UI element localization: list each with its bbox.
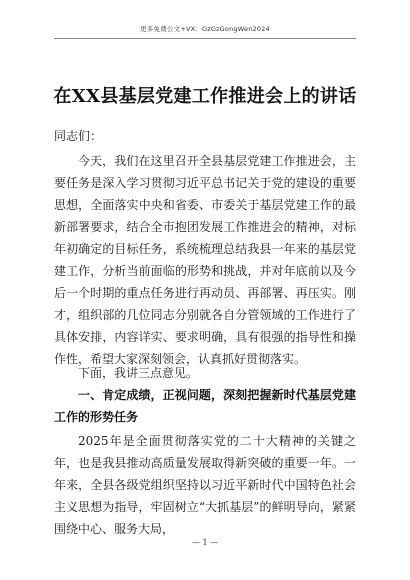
header-divider (54, 38, 356, 39)
paragraph-2: 下面，我讲三点意见。 (78, 366, 199, 380)
paragraph-1: 今天，我们在这里召开全县基层党建工作推进会，主要任务是深入学习贯彻习近平总书记关于党的建设的重要思想，全面落实中央和省委、市委关于基层党建工作的最新部署要求，结合全市抱团发展工作推进会的精神，对标年初确定的目标任务，系统梳理总结我县一年来的基层党建工作，分析当前面临的形势和挑战，并对年底前以及今后一个时期的重点任务进行再动员、再部署、再压实。刚才，组织部的几位同志分别就各自分管领域的工作进行了具体安排，内容详实、要求明确，具有很强的指导性和操作性，希望大家深刻领会，认真抓好贯彻落实。 (54, 154, 356, 366)
document-title: 在XX县基层党建工作推进会上的讲话 (53, 86, 357, 107)
greeting: 同志们： (54, 129, 103, 143)
paragraph-3: 2025年是全面贯彻落实党的二十大精神的关键之年，也是我县推动高质量发展取得新突破的重要一年。一年来，全县各级党组织坚持以习近平新时代中国特色社会主义思想为指导，牢固树立“大抓基层”的鲜明导向，紧紧围绕中心、服务大局， (54, 434, 356, 536)
page-number: — 1 — (191, 538, 219, 547)
header-note: 更多免费公文+VX：GzGzGongWen2024 (140, 25, 270, 33)
section-heading-1: 一、肯定成绩，正视问题，深刻把握新时代基层党建工作的形势任务 (54, 388, 356, 424)
